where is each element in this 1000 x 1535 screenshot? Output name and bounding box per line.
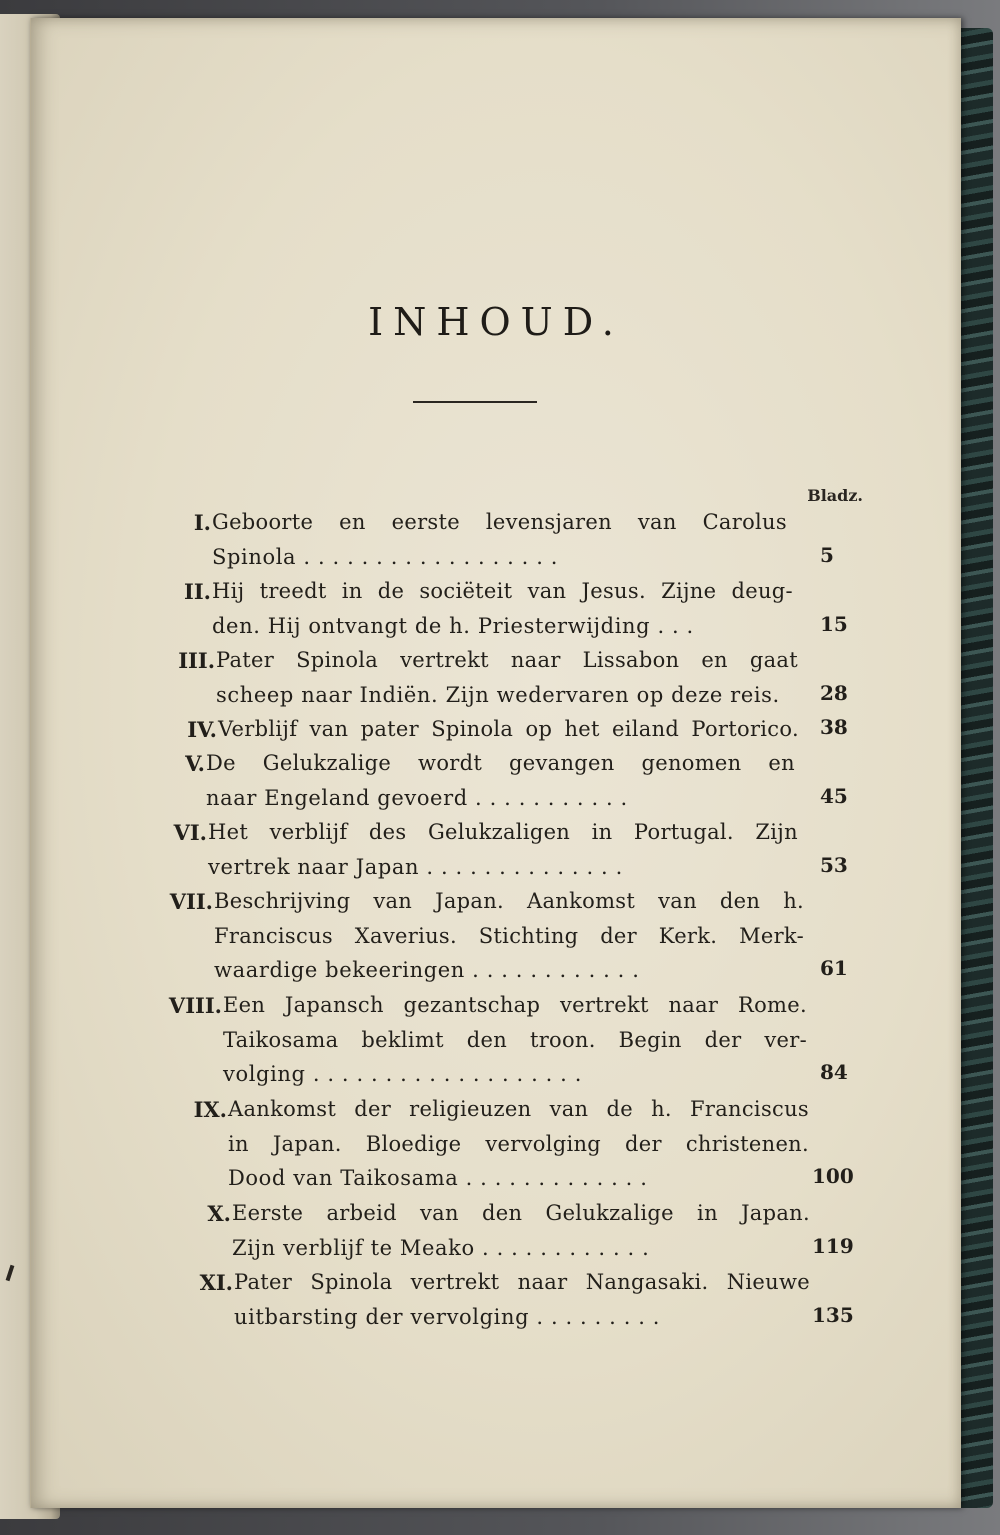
chapter-title-line: waardige bekeeringen . . . . . . . . . . . . [214,958,640,982]
chapter-title-line: Hij treedt in de sociëteit van Jesus. Zijne deug- [212,579,793,603]
chapter-title-line: Spinola . . . . . . . . . . . . . . . . . . [212,544,559,569]
chapter-title-line: Zijn verblijf te Meako . . . . . . . . . . . . [232,1235,650,1260]
chapter-title-line: Pater Spinola vertrekt naar Lissabon en gaat [216,648,798,672]
chapter-title-line: Geboorte en eerste levensjaren van Carolus [212,510,787,534]
chapter-title-line: Aankomst der religieuzen van de h. Franciscus [228,1097,809,1121]
chapter-title-line: Het verblijf des Gelukzaligen in Portugal. Zijn [208,820,798,844]
page-number: 53 [820,852,848,877]
chapter-title-line: Pater Spinola vertrekt naar Nangasaki. Nieuwe [234,1270,810,1294]
page-number: 119 [812,1233,854,1258]
chapter-title-line: Eerste arbeid van den Gelukzalige in Japan. [232,1201,810,1225]
page-number: 38 [820,715,848,739]
chapter-title-line: in Japan. Bloedige vervolging der christenen. [228,1131,809,1156]
chapter-title-line: Dood van Taikosama . . . . . . . . . . . . . [228,1166,648,1190]
chapter-numeral: VII. [169,889,213,914]
chapter-title-line: uitbarsting der vervolging . . . . . . . . . [234,1304,661,1329]
page-number: 135 [812,1302,854,1327]
page-title: INHOUD. [368,300,624,344]
chapter-numeral: IX. [193,1097,227,1122]
chapter-numeral: IV. [187,717,217,742]
title-divider [413,401,537,403]
chapter-numeral: II. [184,579,211,604]
chapter-numeral: XI. [199,1270,233,1295]
page-column-label: Bladz. [807,486,863,505]
page-number: 28 [820,680,848,705]
chapter-numeral: VIII. [168,993,222,1018]
page-number: 45 [820,783,848,808]
chapter-numeral: III. [178,648,215,673]
chapter-title-line: vertrek naar Japan . . . . . . . . . . . . . . [208,854,623,879]
page-number: 84 [820,1060,848,1084]
chapter-numeral: X. [207,1201,231,1226]
chapter-title-line: De Gelukzalige wordt gevangen genomen en [206,751,795,775]
page-number: 100 [812,1164,854,1188]
page-number: 61 [820,956,848,980]
book-page [30,18,961,1508]
chapter-numeral: I. [193,510,211,535]
chapter-title-line: naar Engeland gevoerd . . . . . . . . . . . [206,785,628,810]
page-number: 5 [820,542,834,567]
chapter-title-line: Een Japansch gezantschap vertrekt naar Rome. [223,993,807,1017]
chapter-title-line: den. Hij ontvangt de h. Priesterwijding . . . [212,613,694,638]
chapter-numeral: VI. [173,820,207,845]
chapter-title-line: Beschrijving van Japan. Aankomst van den h. [214,889,804,913]
chapter-title-line: Franciscus Xaverius. Stichting der Kerk. Merk- [214,923,804,948]
page-number: 15 [820,611,848,636]
chapter-numeral: V. [185,751,205,776]
chapter-title-line: Taikosama beklimt den troon. Begin der ver- [223,1027,807,1052]
chapter-title-line: volging . . . . . . . . . . . . . . . . . . . [223,1062,583,1086]
chapter-title-line: Verblijf van pater Spinola op het eiland Portorico. [218,717,799,741]
chapter-title-line: scheep naar Indiën. Zijn wedervaren op deze reis. [216,682,780,707]
